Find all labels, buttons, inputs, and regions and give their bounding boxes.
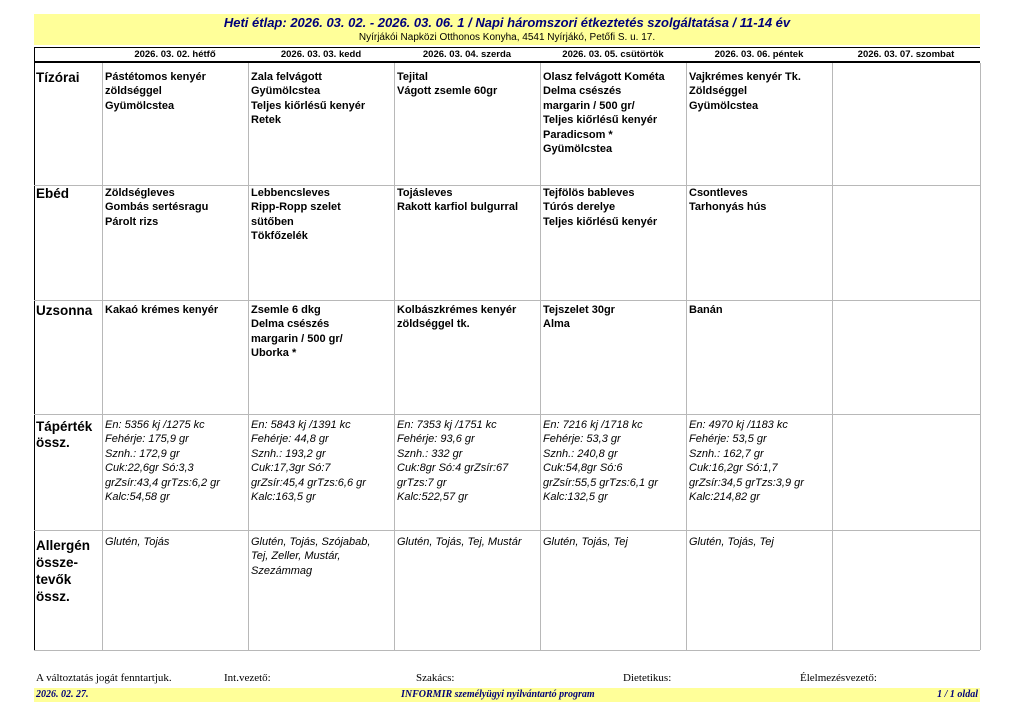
menu-cell: Csontleves Tarhonyás hús <box>689 187 767 214</box>
nutrition-cell: En: 4970 kj /1183 kc Fehérje: 53,5 gr Sznh.: 162,7 gr Cuk:16,2gr Só:1,7 grZsír:34,5 grTzs:3,9 gr Kalc:214,82 gr <box>689 419 804 504</box>
grid-col-2 <box>248 63 249 650</box>
day-header-tue: 2026. 03. 03. kedd <box>280 49 362 60</box>
nutrition-cell: En: 7216 kj /1718 kc Fehérje: 53,3 gr Sznh.: 240,8 gr Cuk:54,8gr Só:6 grZsír:55,5 grTzs:6,1 gr Kalc:132,5 gr <box>543 419 658 504</box>
row-label-ebed: Ebéd <box>36 186 70 201</box>
grid-col-6 <box>832 63 833 650</box>
footer-band <box>34 688 980 702</box>
day-header-sat: 2026. 03. 07. szombat <box>857 49 955 60</box>
row-label-taperték: Tápérték össz. <box>36 419 93 450</box>
menu-cell: Pástétomos kenyér zöldséggel Gyümölcstea <box>105 71 206 112</box>
menu-cell: Tejital Vágott zsemle 60gr <box>397 71 498 98</box>
menu-cell: Zsemle 6 dkg Delma csészés margarin / 500 gr/ Uborka * <box>251 304 343 360</box>
menu-cell: Tojásleves Rakott karfiol bulgurral <box>397 187 519 214</box>
page-title: Heti étlap: 2026. 03. 02. - 2026. 03. 06. 1 / Napi háromszori étkeztetés szolgáltatása / 11-14 év <box>223 15 791 30</box>
allergen-cell: Glutén, Tojás, Tej <box>543 536 628 548</box>
grid-col-1 <box>102 63 103 650</box>
menu-cell: Lebbencsleves Ripp-Ropp szelet sütőben Tökfőzelék <box>251 187 341 243</box>
signature-int-vezeto: Int.vezető: <box>224 672 271 684</box>
signature-elelmezesvezeto: Élelmezésvezető: <box>800 672 877 684</box>
menu-cell: Vajkrémes kenyér Tk. Zöldséggel Gyümölcstea <box>689 71 801 112</box>
allergen-cell: Glutén, Tojás, Szójabab, Tej, Zeller, Mustár, Szezámmag <box>251 536 371 577</box>
menu-cell: Zala felvágott Gyümölcstea Teljes kiőrlésű kenyér Retek <box>251 71 366 127</box>
day-header-thu: 2026. 03. 05. csütörtök <box>562 49 664 60</box>
footer-signatures <box>36 672 980 686</box>
day-header-mon: 2026. 03. 02. hétfő <box>134 49 216 60</box>
grid-col-4 <box>540 63 541 650</box>
nutrition-cell: En: 5843 kj /1391 kc Fehérje: 44,8 gr Sznh.: 193,2 gr Cuk:17,3gr Só:7 grZsír:45,4 grTzs:6,6 gr Kalc:163,5 gr <box>251 419 366 504</box>
footer-notice: A változtatás jogát fenntartjuk. <box>36 672 172 684</box>
menu-cell: Olasz felvágott Kométa Delma csészés margarin / 500 gr/ Teljes kiőrlésű kenyér Paradicsom * Gyümölcstea <box>543 71 665 156</box>
menu-cell: Kakaó krémes kenyér <box>105 304 219 316</box>
row-label-allergen: Allergén össze- tevők össz. <box>36 538 91 604</box>
footer-page: 1 / 1 oldal <box>937 689 978 700</box>
menu-cell: Banán <box>689 304 723 316</box>
day-header-rule <box>34 61 980 63</box>
menu-cell: Tejszelet 30gr Alma <box>543 304 615 331</box>
allergen-cell: Glutén, Tojás <box>105 536 170 548</box>
grid-row-3 <box>34 414 980 415</box>
footer-program: INFORMIR személyügyi nyilvántartó program <box>401 689 595 700</box>
grid-row-4 <box>34 530 980 531</box>
grid-col-3 <box>394 63 395 650</box>
grid-row-5 <box>34 650 980 651</box>
menu-cell: Kolbászkrémes kenyér zöldséggel tk. <box>397 304 517 331</box>
row-label-tizorai: Tízórai <box>36 70 80 85</box>
day-header-wed: 2026. 03. 04. szerda <box>422 49 512 60</box>
grid-col-5 <box>686 63 687 650</box>
nutrition-cell: En: 5356 kj /1275 kc Fehérje: 175,9 gr Sznh.: 172,9 gr Cuk:22,6gr Só:3,3 grZsír:43,4 grTzs:6,2 gr Kalc:54,58 gr <box>105 419 220 504</box>
menu-cell: Tejfölös bableves Túrós derelye Teljes kiőrlésű kenyér <box>543 187 658 228</box>
grid-col-0 <box>34 47 35 650</box>
signature-szakacs: Szakács: <box>416 672 455 684</box>
page-subtitle: Nyírjákói Napközi Otthonos Konyha, 4541 Nyírjákó, Petőfi S. u. 17. <box>358 32 656 43</box>
day-header-fri: 2026. 03. 06. péntek <box>714 49 804 60</box>
menu-cell: Zöldségleves Gombás sertésragu Párolt rizs <box>105 187 209 228</box>
allergen-cell: Glutén, Tojás, Tej, Mustár <box>397 536 522 548</box>
footer-date: 2026. 02. 27. <box>36 689 89 700</box>
allergen-cell: Glutén, Tojás, Tej <box>689 536 774 548</box>
grid-row-2 <box>34 300 980 301</box>
row-label-uzsonna: Uzsonna <box>36 303 93 318</box>
signature-dietetikus: Dietetikus: <box>623 672 672 684</box>
grid-col-7 <box>980 63 981 650</box>
nutrition-cell: En: 7353 kj /1751 kc Fehérje: 93,6 gr Sznh.: 332 gr Cuk:8gr Só:4 grZsír:67 grTzs:7 gr Kalc:522,57 gr <box>397 419 509 504</box>
